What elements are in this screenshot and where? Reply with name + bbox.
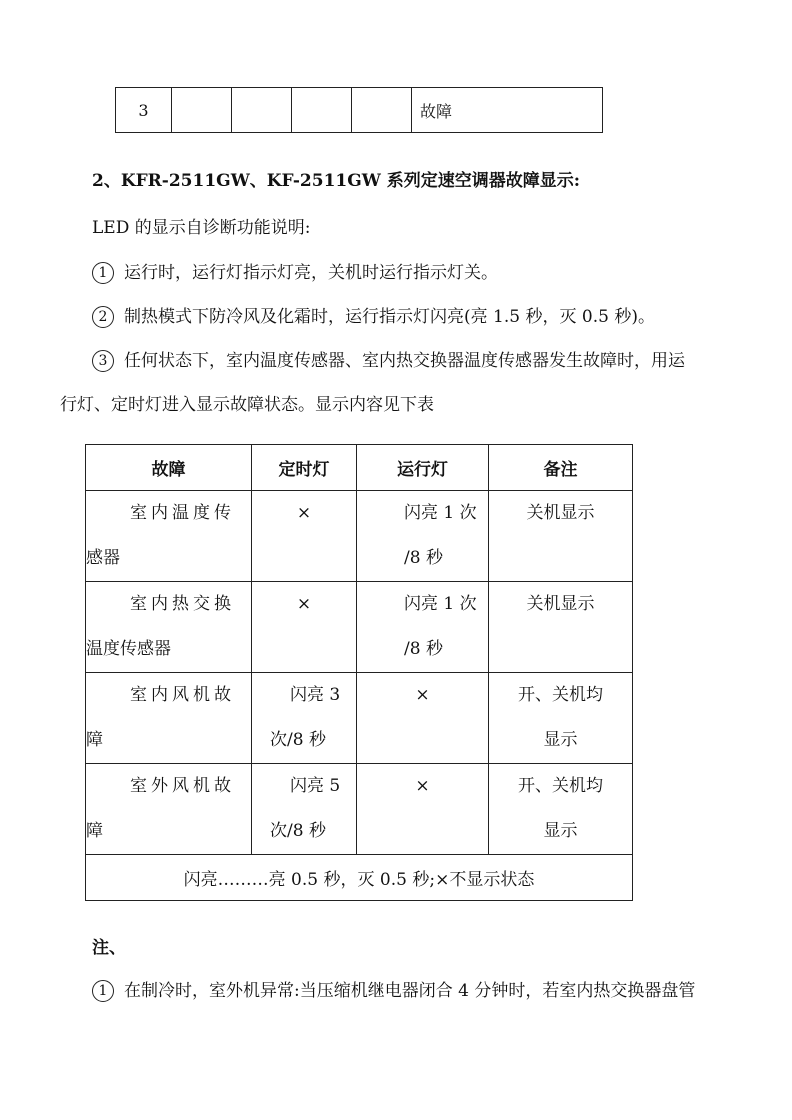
fault-line-1: 室外风机故 [130,776,235,796]
row-number: 3 [116,88,172,133]
timer-line-1: × [296,594,312,614]
timer-cell [252,764,357,855]
header-fault: 故障 [86,445,252,491]
fault-line-2: 感器 [86,548,120,568]
circled-number: 3 [92,350,114,372]
note-line-1: 关机显示 [526,594,595,614]
list-item [92,258,498,284]
note-cell [489,764,633,855]
run-line-2: /8 秒 [404,639,443,659]
list-item [92,976,695,1002]
fault-line-1: 室内热交换 [130,594,235,614]
note-line-1: 开、关机均 [518,776,603,796]
fault-table [85,444,633,901]
empty-cell [172,88,232,133]
run-line-1: × [415,685,430,705]
header-timer-light: 定时灯 [252,445,357,491]
note-line-2: 显示 [543,821,578,841]
table-row [86,673,633,764]
item-text: 运行时，运行灯指示灯亮，关机时运行指示灯关。 [124,263,498,283]
timer-cell [252,673,357,764]
run-cell [357,764,489,855]
row-label: 故障 [412,88,603,133]
table-row [116,88,603,133]
timer-line-2: 次/8 秒 [270,730,326,750]
circled-number: 2 [92,306,114,328]
timer-line-1: 闪亮 5 [290,776,341,796]
table-footer: 闪亮………亮 0.5 秒，灭 0.5 秒;×不显示状态 [86,855,633,901]
note-heading: 注、 [92,938,126,958]
timer-line-2: 次/8 秒 [270,821,326,841]
run-line-1: × [415,776,430,796]
item-text: 在制冷时，室外机异常:当压缩机继电器闭合 4 分钟时，若室内热交换器盘管 [124,981,696,1001]
section-heading: 2、KFR-2511GW、KF-2511GW 系列定速空调器故障显示: [92,171,581,191]
fault-cell [86,764,252,855]
note-line-2: 显示 [543,730,578,750]
run-cell [357,582,489,673]
fault-cell [86,491,252,582]
empty-cell [232,88,292,133]
top-table [115,87,603,133]
timer-line-1: 闪亮 3 [290,685,341,705]
run-cell [357,673,489,764]
fault-line-2: 温度传感器 [86,639,171,659]
note-line-1: 开、关机均 [518,685,603,705]
led-intro: LED 的显示自诊断功能说明: [92,218,311,238]
run-line-1: 闪亮 1 次 [404,503,477,523]
table-footer-row [86,855,633,901]
fault-line-1: 室内风机故 [130,685,235,705]
item-text: 任何状态下，室内温度传感器、室内热交换器温度传感器发生故障时，用运 [124,351,685,371]
note-line-1: 关机显示 [526,503,595,523]
run-line-1: 闪亮 1 次 [404,594,477,614]
table-row [86,582,633,673]
timer-cell [252,491,357,582]
note-cell [489,491,633,582]
fault-cell [86,582,252,673]
table-row [86,764,633,855]
fault-line-1: 室内温度传 [130,503,235,523]
fault-line-2: 障 [86,730,103,750]
item-text: 制热模式下防冷风及化霜时，运行指示灯闪亮(亮 1.5 秒，灭 0.5 秒)。 [124,307,655,327]
header-note: 备注 [489,445,633,491]
table-row [86,491,633,582]
empty-cell [292,88,352,133]
timer-line-1: × [296,503,312,523]
list-item [92,346,685,372]
note-cell [489,582,633,673]
fault-cell [86,673,252,764]
run-cell [357,491,489,582]
circled-number: 1 [92,980,114,1002]
fault-line-2: 障 [86,821,103,841]
table-header-row [86,445,633,491]
item-continuation: 行灯、定时灯进入显示故障状态。显示内容见下表 [60,395,434,415]
circled-number: 1 [92,262,114,284]
timer-cell [252,582,357,673]
header-run-light: 运行灯 [357,445,489,491]
note-cell [489,673,633,764]
empty-cell [352,88,412,133]
list-item [92,302,655,328]
run-line-2: /8 秒 [404,548,443,568]
